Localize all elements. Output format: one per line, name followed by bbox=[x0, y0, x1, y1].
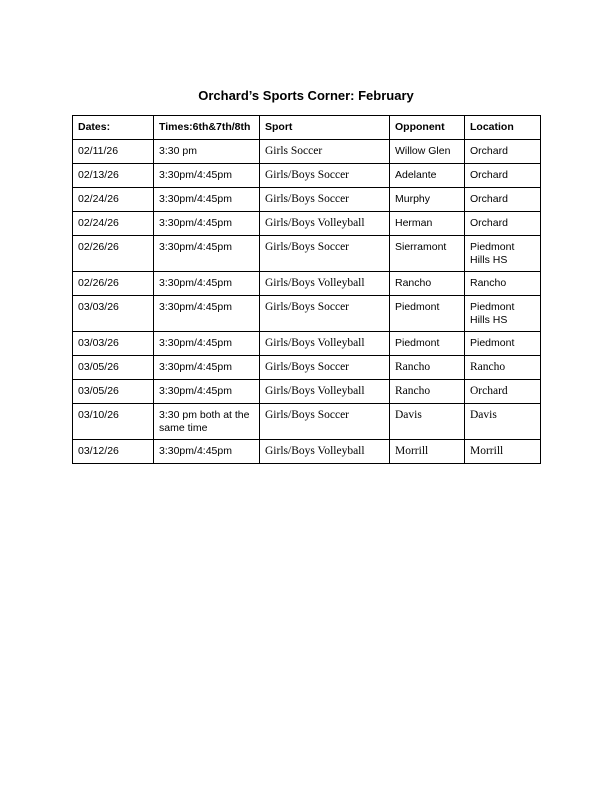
sport-cell: Girls/Boys Volleyball bbox=[260, 440, 390, 464]
table-row bbox=[73, 140, 541, 164]
date-cell: 02/24/26 bbox=[73, 212, 154, 236]
location-cell: Piedmont Hills HS bbox=[465, 236, 541, 272]
opponent-cell: Adelante bbox=[390, 164, 465, 188]
location-cell: Orchard bbox=[465, 140, 541, 164]
date-cell: 03/12/26 bbox=[73, 440, 154, 464]
date-cell: 03/10/26 bbox=[73, 404, 154, 440]
date-cell: 03/05/26 bbox=[73, 380, 154, 404]
table-row bbox=[73, 188, 541, 212]
sport-cell: Girls Soccer bbox=[260, 140, 390, 164]
sport-cell: Girls/Boys Volleyball bbox=[260, 332, 390, 356]
time-cell: 3:30pm/4:45pm bbox=[154, 212, 260, 236]
date-cell: 02/24/26 bbox=[73, 188, 154, 212]
location-cell: Morrill bbox=[465, 440, 541, 464]
date-cell: 02/11/26 bbox=[73, 140, 154, 164]
sport-cell: Girls/Boys Volleyball bbox=[260, 212, 390, 236]
table-row bbox=[73, 212, 541, 236]
column-header-time: Times:6th&7th/8th bbox=[154, 116, 260, 140]
schedule-table bbox=[72, 115, 541, 464]
location-cell: Piedmont Hills HS bbox=[465, 296, 541, 332]
opponent-cell: Murphy bbox=[390, 188, 465, 212]
date-cell: 02/26/26 bbox=[73, 236, 154, 272]
table-row bbox=[73, 332, 541, 356]
table-row bbox=[73, 164, 541, 188]
table-row bbox=[73, 236, 541, 272]
time-cell: 3:30pm/4:45pm bbox=[154, 380, 260, 404]
table-row bbox=[73, 440, 541, 464]
column-header-sport: Sport bbox=[260, 116, 390, 140]
location-cell: Orchard bbox=[465, 212, 541, 236]
time-cell: 3:30pm/4:45pm bbox=[154, 356, 260, 380]
opponent-cell: Piedmont bbox=[390, 332, 465, 356]
table-header-row bbox=[73, 116, 541, 140]
time-cell: 3:30pm/4:45pm bbox=[154, 332, 260, 356]
time-cell: 3:30pm/4:45pm bbox=[154, 188, 260, 212]
sport-cell: Girls/Boys Soccer bbox=[260, 356, 390, 380]
column-header-date: Dates: bbox=[73, 116, 154, 140]
time-cell: 3:30 pm both at the same time bbox=[154, 404, 260, 440]
table-row bbox=[73, 272, 541, 296]
table-row bbox=[73, 296, 541, 332]
location-cell: Piedmont bbox=[465, 332, 541, 356]
sport-cell: Girls/Boys Volleyball bbox=[260, 380, 390, 404]
sport-cell: Girls/Boys Soccer bbox=[260, 404, 390, 440]
opponent-cell: Piedmont bbox=[390, 296, 465, 332]
opponent-cell: Willow Glen bbox=[390, 140, 465, 164]
time-cell: 3:30pm/4:45pm bbox=[154, 164, 260, 188]
opponent-cell: Davis bbox=[390, 404, 465, 440]
time-cell: 3:30pm/4:45pm bbox=[154, 440, 260, 464]
location-cell: Rancho bbox=[465, 272, 541, 296]
date-cell: 03/03/26 bbox=[73, 332, 154, 356]
column-header-opponent: Opponent bbox=[390, 116, 465, 140]
column-header-location: Location bbox=[465, 116, 541, 140]
date-cell: 02/13/26 bbox=[73, 164, 154, 188]
time-cell: 3:30pm/4:45pm bbox=[154, 296, 260, 332]
sport-cell: Girls/Boys Soccer bbox=[260, 164, 390, 188]
date-cell: 03/03/26 bbox=[73, 296, 154, 332]
opponent-cell: Rancho bbox=[390, 272, 465, 296]
opponent-cell: Sierramont bbox=[390, 236, 465, 272]
table-row bbox=[73, 380, 541, 404]
date-cell: 03/05/26 bbox=[73, 356, 154, 380]
date-cell: 02/26/26 bbox=[73, 272, 154, 296]
time-cell: 3:30 pm bbox=[154, 140, 260, 164]
time-cell: 3:30pm/4:45pm bbox=[154, 272, 260, 296]
opponent-cell: Rancho bbox=[390, 356, 465, 380]
opponent-cell: Herman bbox=[390, 212, 465, 236]
location-cell: Davis bbox=[465, 404, 541, 440]
sport-cell: Girls/Boys Soccer bbox=[260, 236, 390, 272]
sport-cell: Girls/Boys Soccer bbox=[260, 296, 390, 332]
opponent-cell: Rancho bbox=[390, 380, 465, 404]
location-cell: Orchard bbox=[465, 188, 541, 212]
sport-cell: Girls/Boys Volleyball bbox=[260, 272, 390, 296]
location-cell: Rancho bbox=[465, 356, 541, 380]
page-title: Orchard’s Sports Corner: February bbox=[198, 88, 414, 103]
table-row bbox=[73, 404, 541, 440]
time-cell: 3:30pm/4:45pm bbox=[154, 236, 260, 272]
sport-cell: Girls/Boys Soccer bbox=[260, 188, 390, 212]
location-cell: Orchard bbox=[465, 164, 541, 188]
opponent-cell: Morrill bbox=[390, 440, 465, 464]
table-row bbox=[73, 356, 541, 380]
location-cell: Orchard bbox=[465, 380, 541, 404]
